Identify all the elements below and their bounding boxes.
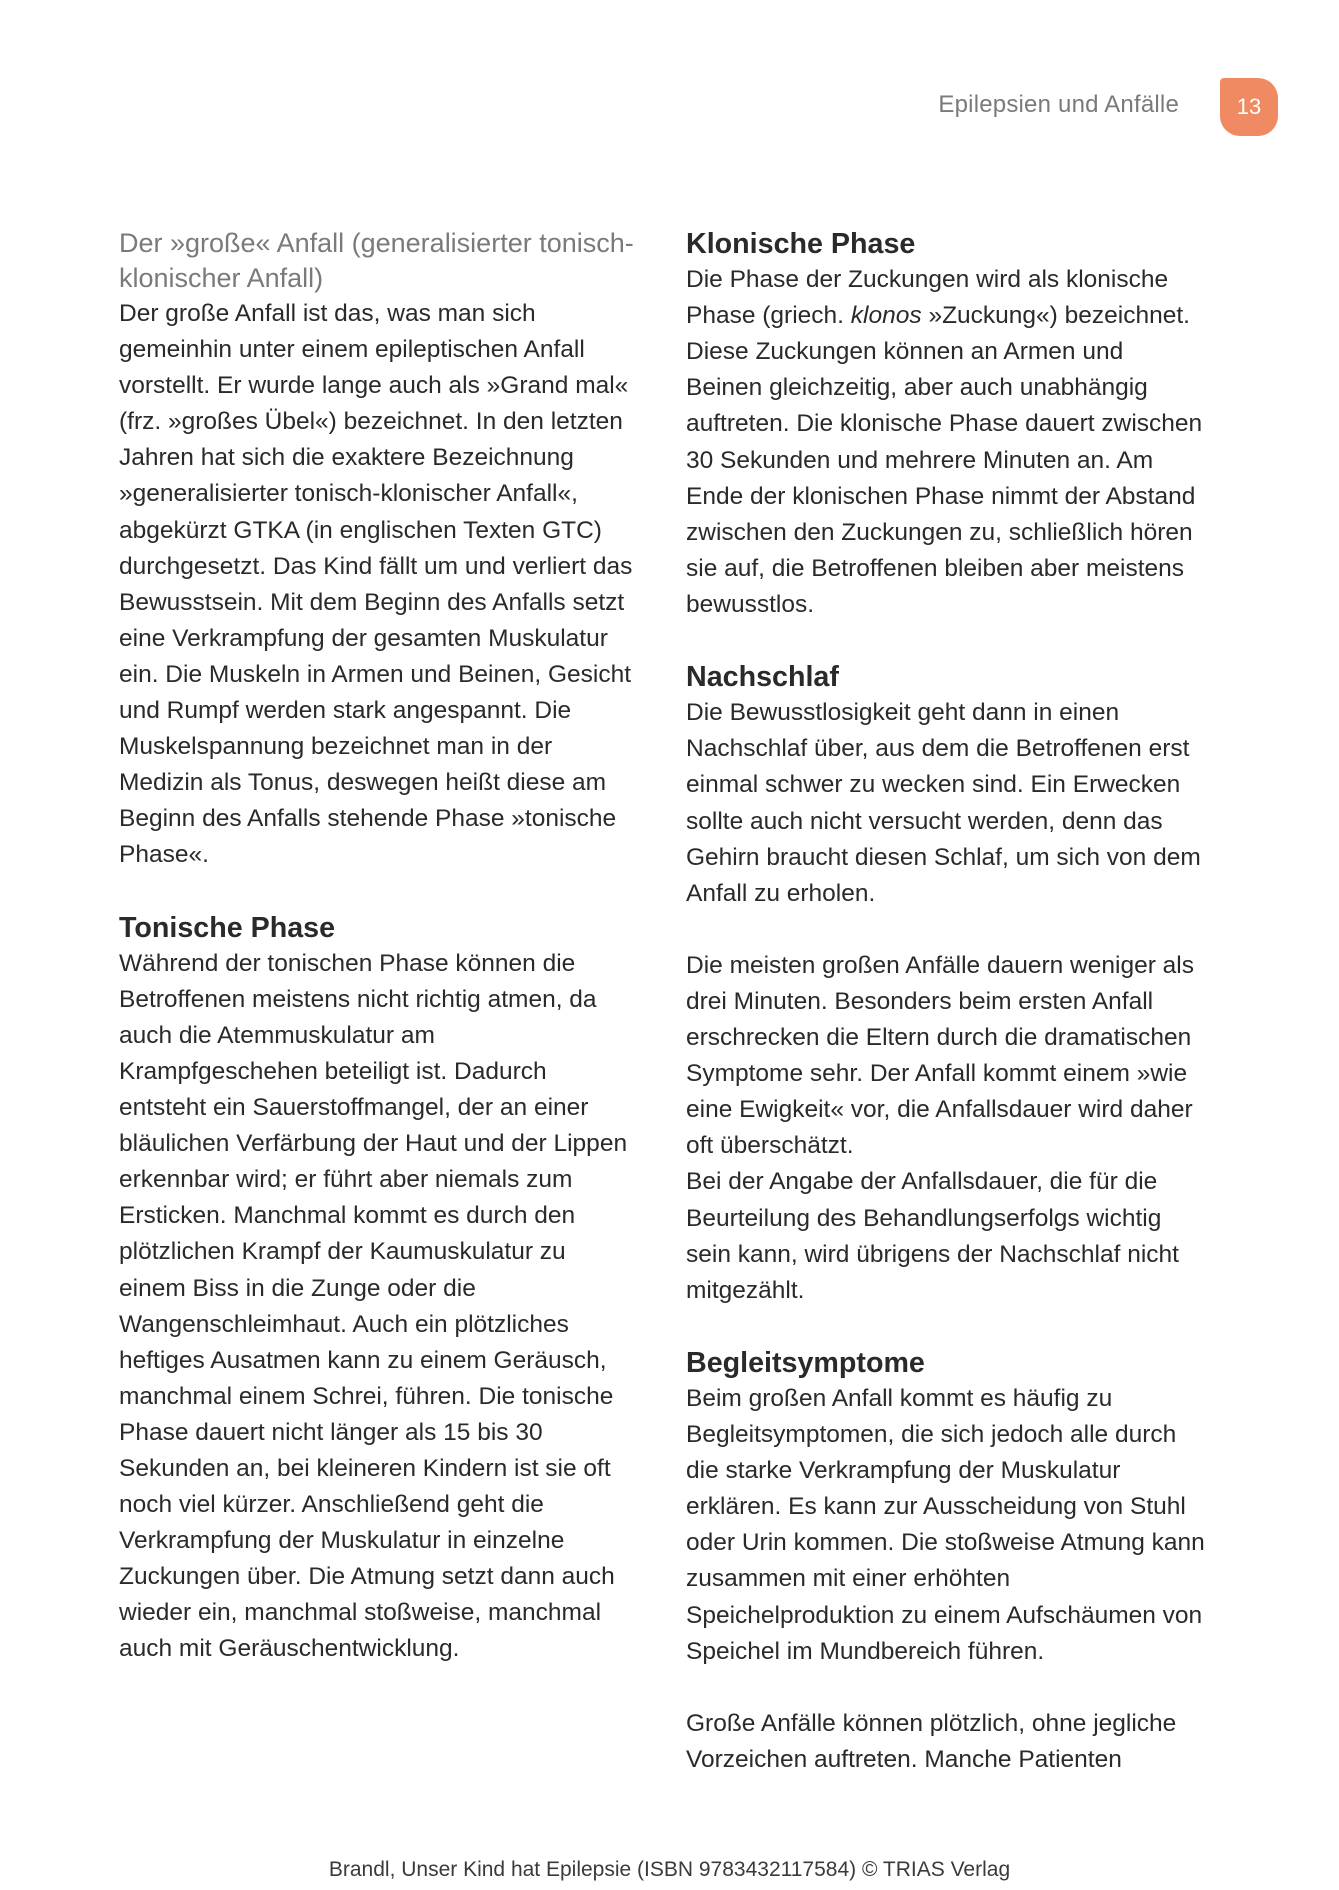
intro-paragraph: Der große Anfall ist das, was man sich gemeinhin unter einem epileptischen Anfall vorstellt. Er wurde lange auch als »Grand mal« (frz. »großes Übel«) bezeichnet. In den letzten Jahren hat sich die exaktere Bezeichnung »generalisierter tonisch-klonischer Anfall«, abgekürzt GTKA (in englischen Texten GTC) durchgesetzt. Das Kind fällt um und verliert das Bewusstsein. Mit dem Beginn des Anfalls setzt eine Verkrampfung der gesamten Muskulatur ein. Die Muskeln in Armen und Beinen, Gesicht und Rumpf werden stark angespannt. Die Muskelspannung bezeichnet man in der Medizin als Tonus, deswegen heißt diese am Beginn des Anfalls stehende Phase »tonische Phase«. (119, 300, 633, 869)
closing-paragraph: Große Anfälle können plötzlich, ohne jegliche Vorzeichen auftreten. Manche Patienten (686, 1709, 1177, 1773)
clonic-text-start: Die Phase der Zuckungen wird als klonische Phase (griech. (686, 266, 1169, 330)
duration-paragraph-2: Bei der Angabe der Anfallsdauer, die für die Beurteilung des Behandlungserfolgs wichtig sein kann, wird übrigens der Nachschlaf nicht mitgezählt. (686, 1168, 1179, 1304)
duration-paragraph-1: Die meisten großen Anfälle dauern weniger als drei Minuten. Besonders beim ersten Anfall erschrecken die Eltern durch die dramatischen Symptome sehr. Der Anfall kommt einem »wie eine Ewigkeit« vor, die Anfallsdauer wird daher oft überschätzt. (686, 951, 1194, 1160)
accompanying-symptoms-heading: Begleitsymptome (686, 1346, 925, 1379)
clonic-phase-heading: Klonische Phase (686, 228, 916, 260)
running-head: Epilepsien und Anfälle (938, 91, 1179, 118)
postictal-sleep-heading: Nachschlaf (686, 661, 839, 694)
page-number-badge: 13 (1220, 78, 1278, 136)
footer-citation: Brandl, Unser Kind hat Epilepsie (ISBN 9783432117584) © TRIAS Verlag (328, 1858, 1011, 1881)
section-title: Der »große« Anfall (generalisierter tonisch-klonischer Anfall) (119, 228, 634, 293)
clonic-text-end: »Zuckung«) bezeichnet. Diese Zuckungen können an Armen und Beinen gleichzeitig, aber auch unabhängig auftreten. Die klonische Phase dauert zwischen 30 Sekunden und mehrere Minuten an. Am Ende der klonischen Phase nimmt der Abstand zwischen den Zuckungen zu, schließlich hören sie auf, die Betroffenen bleiben aber meistens bewusstlos. (686, 302, 1203, 618)
clonic-term: klonos (850, 302, 922, 330)
left-column (119, 226, 639, 1668)
clonic-phase-paragraph (686, 262, 1206, 623)
accompanying-symptoms-paragraph: Beim großen Anfall kommt es häufig zu Begleitsymptomen, die sich jedoch alle durch die starke Verkrampfung der Muskulatur erklären. Es kann zur Ausscheidung von Stuhl oder Urin kommen. Die stoßweise Atmung kann zusammen mit einer erhöhten Speichelproduktion zu einem Aufschäumen von Speichel im Mundbereich führen. (686, 1385, 1205, 1665)
right-column (686, 226, 1206, 1778)
tonic-phase-paragraph: Während der tonischen Phase können die Betroffenen meistens nicht richtig atmen, da auch die Atemmuskulatur am Krampfgeschehen beteiligt ist. Dadurch entsteht ein Sauerstoffmangel, der an einer bläulichen Verfärbung der Haut und der Lippen erkennbar wird; er führt aber niemals zum Ersticken. Manchmal kommt es durch den plötzlichen Krampf der Kaumuskulatur zu einem Biss in die Zunge oder die Wangenschleimhaut. Auch ein plötzliches heftiges Ausatmen kann zu einem Geräusch, manchmal einem Schrei, führen. Die tonische Phase dauert nicht länger als 15 bis 30 Sekunden an, bei kleineren Kindern ist sie oft noch viel kürzer. Anschließend geht die Verkrampfung der Muskulatur in einzelne Zuckungen über. Die Atmung setzt dann auch wieder ein, manchmal stoßweise, manchmal auch mit Geräuschentwicklung. (119, 949, 628, 1663)
postictal-sleep-paragraph: Die Bewusstlosigkeit geht dann in einen Nachschlaf über, aus dem die Betroffenen erst einmal schwer zu wecken sind. Ein Erwecken sollte auch nicht versucht werden, denn das Gehirn braucht diesen Schlaf, um sich von dem Anfall zu erholen. (686, 699, 1201, 907)
tonic-phase-heading: Tonische Phase (119, 911, 336, 944)
